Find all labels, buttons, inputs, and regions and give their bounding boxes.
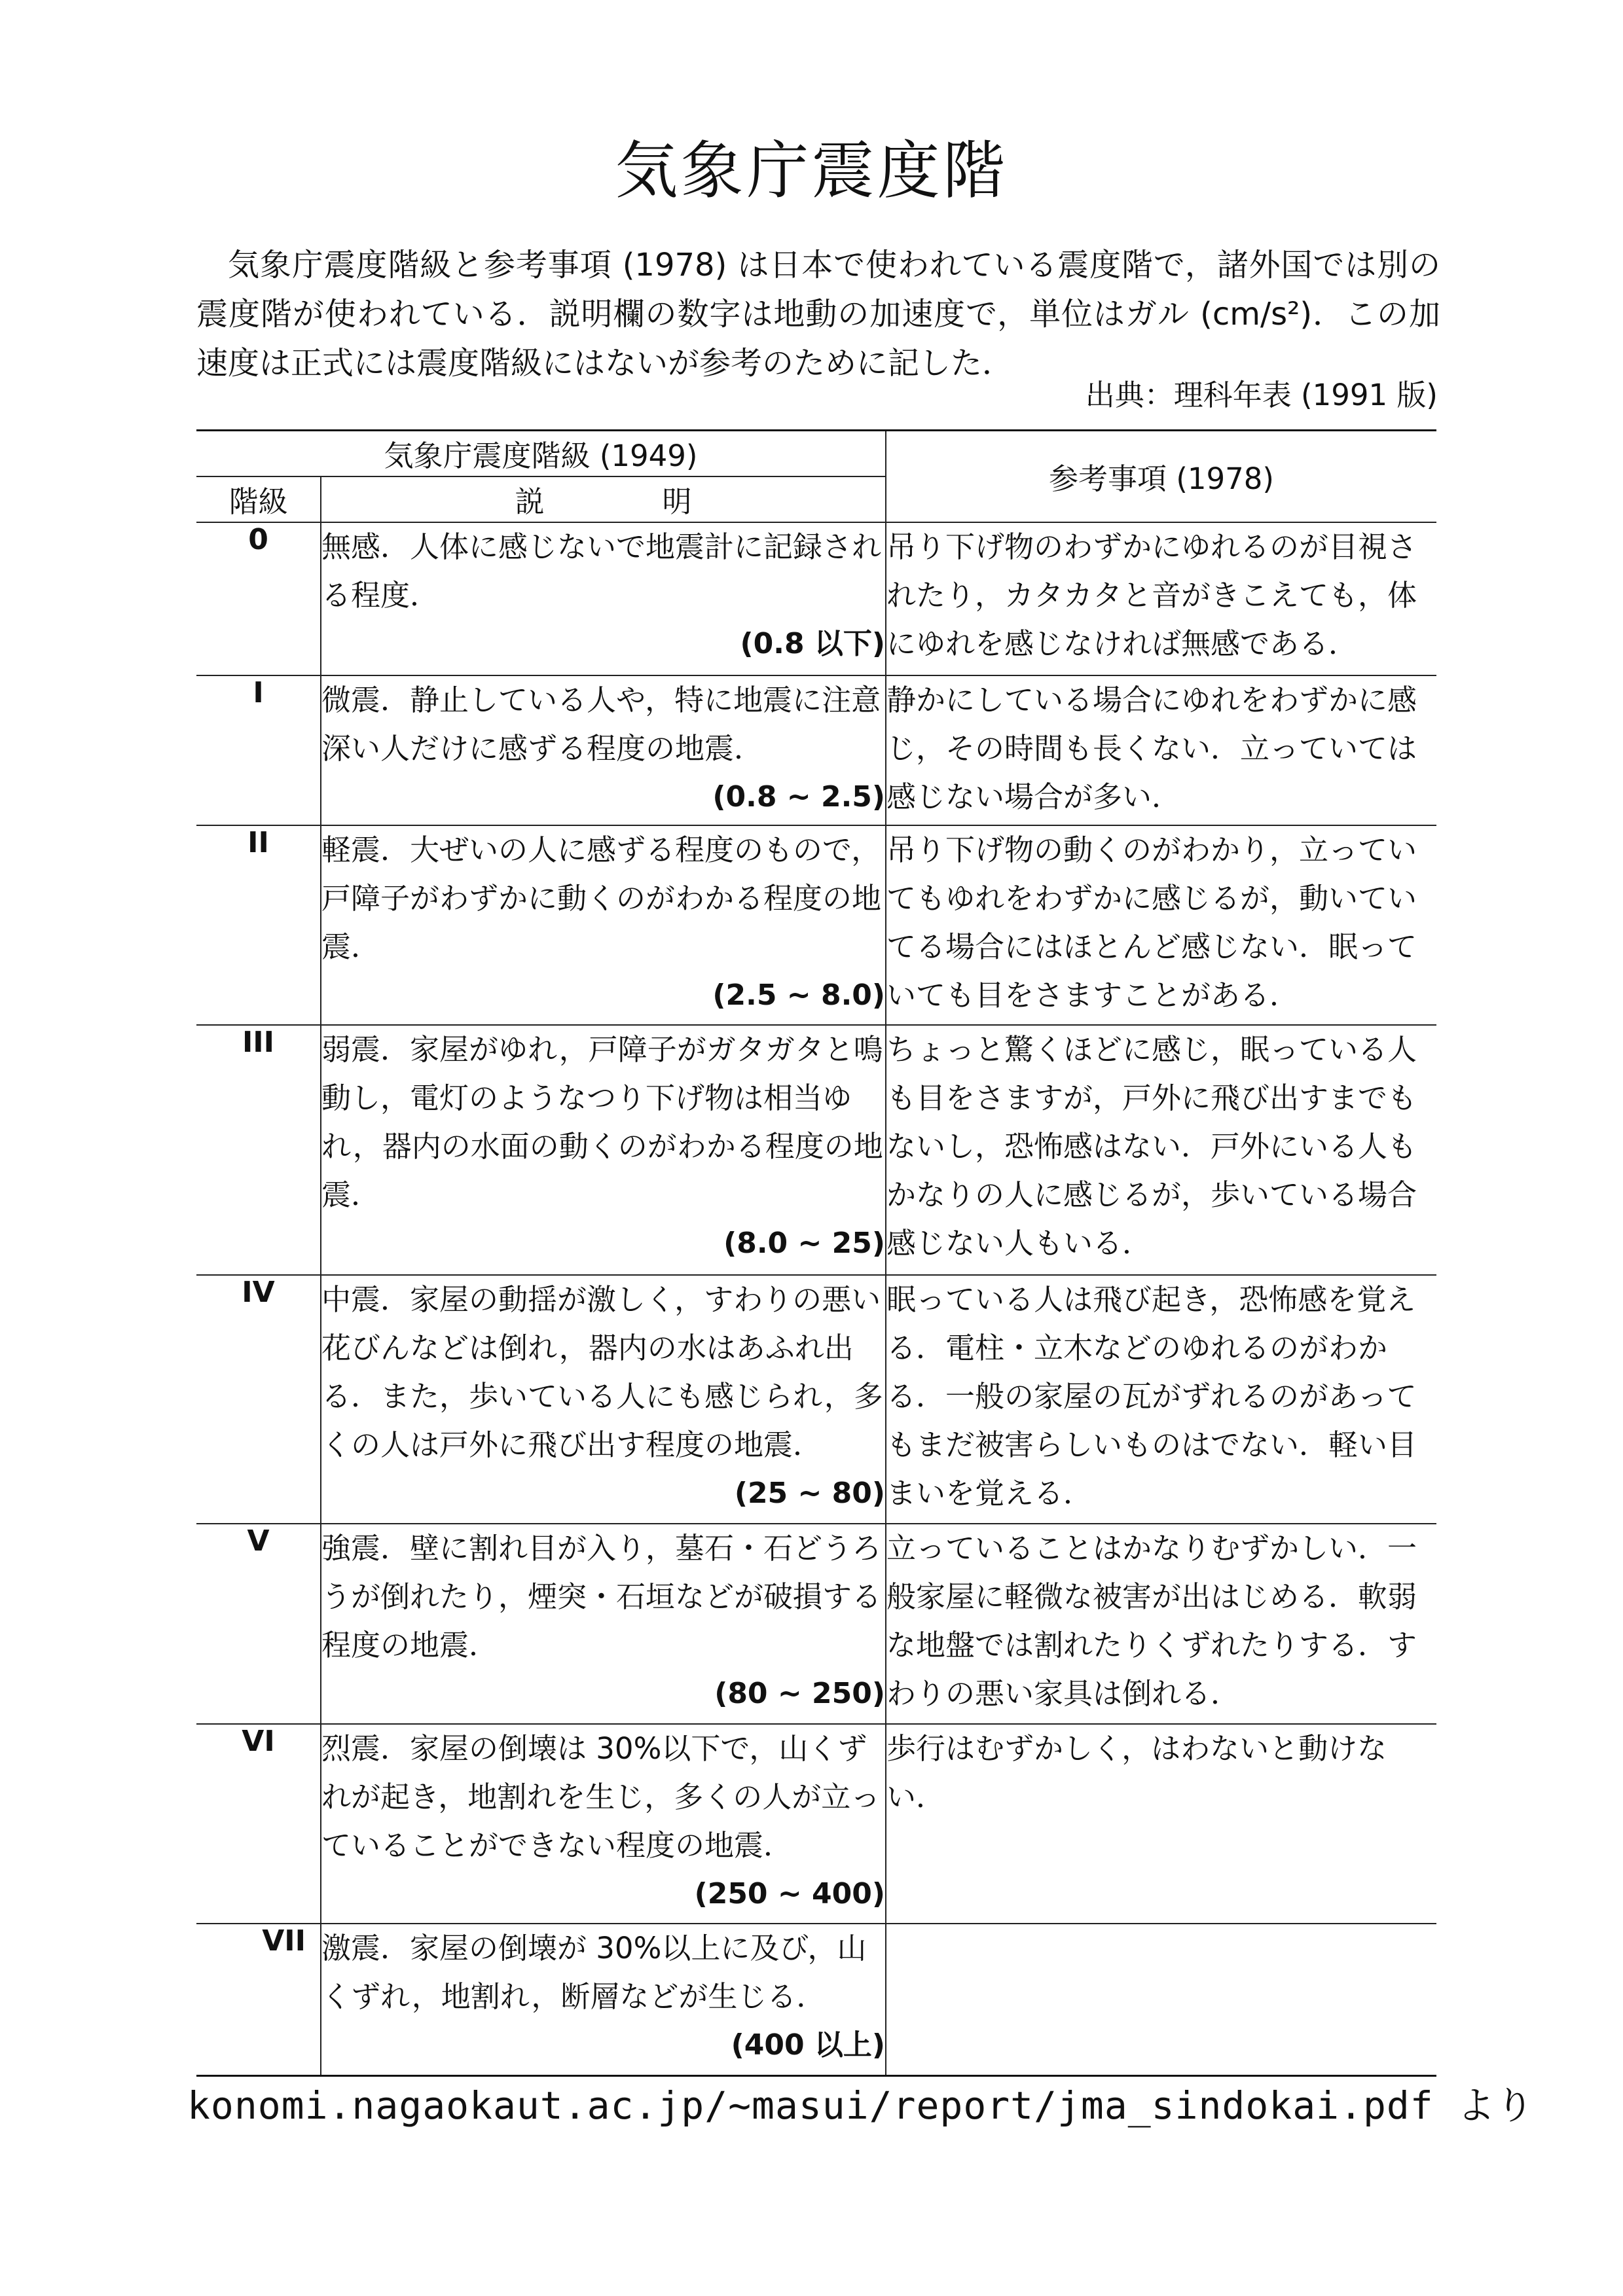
- description-text: 中震．家屋の動揺が激しく，すわりの悪い花びんなどは倒れ，器内の水はあふれ出る．また，歩いている人にも感じられ，多くの人は戸外に飛び出す程度の地震．: [321, 1282, 883, 1462]
- page-title: 気象庁震度階: [615, 134, 1008, 207]
- acceleration-range: (0.8 ~ 2.5): [712, 780, 886, 814]
- table-row: [196, 522, 1436, 675]
- description-cell: [321, 1724, 886, 1924]
- acceleration-range: (8.0 ~ 25): [723, 1226, 886, 1260]
- description-cell: [321, 522, 886, 675]
- reference-text: 眠っている人は飛び起き，恐怖感を覚える．電柱・立木などのゆれるのがわかる．一般の家屋の瓦がずれるのがあってもまだ被害らしいものはでない．軽い目まいを覚える．: [886, 1282, 1417, 1511]
- acceleration-range: (0.8 以下): [740, 626, 886, 660]
- acceleration-range: (80 ~ 250): [714, 1676, 886, 1710]
- description-text: 激震．家屋の倒壊が 30%以上に及び，山くずれ，地割れ，断層などが生じる．: [321, 1930, 867, 2014]
- reference-cell: [886, 1524, 1436, 1724]
- table-row: [196, 1025, 1436, 1275]
- ref-header: 参考事項 (1978): [886, 431, 1436, 522]
- level-cell: III: [196, 1025, 321, 1275]
- explain-header: 説明: [321, 476, 886, 522]
- reference-text: 吊り下げ物のわずかにゆれるのが目視されたり，カタカタと音がきこえても，体にゆれを感じなければ無感である．: [886, 529, 1417, 661]
- seismic-intensity-table: [196, 429, 1436, 2077]
- table-row: [196, 1724, 1436, 1924]
- description-text: 弱震．家屋がゆれ，戸障子がガタガタと鳴動し，電灯のようなつり下げ物は相当ゆれ，器内の水面の動くのがわかる程度の地震．: [321, 1031, 883, 1212]
- acceleration-range: (250 ~ 400): [694, 1876, 886, 1910]
- description-text: 無感．人体に感じないで地震計に記録される程度．: [321, 529, 882, 613]
- table-row: [196, 1524, 1436, 1724]
- table-header-row: [196, 431, 1436, 476]
- description-cell: [321, 1025, 886, 1275]
- reference-text: ちょっと驚くほどに感じ，眠っている人も目をさますが，戸外に飛び出すまでもないし，恐怖感はない．戸外にいる人もかなりの人に感じるが，歩いている場合感じない人もいる．: [886, 1031, 1417, 1261]
- description-cell: [321, 1924, 886, 2076]
- table-row: [196, 1924, 1436, 2076]
- reference-text: 静かにしている場合にゆれをわずかに感じ，その時間も長くない．立っていては感じない場合が多い．: [886, 682, 1417, 814]
- table-row: [196, 825, 1436, 1025]
- description-cell: [321, 1524, 886, 1724]
- description-text: 烈震．家屋の倒壊は 30%以下で，山くずれが起き，地割れを生じ，多くの人が立っていることができない程度の地震．: [321, 1731, 881, 1863]
- reference-text: 歩行はむずかしく，はわないと動けない．: [886, 1731, 1387, 1814]
- reference-text: 吊り下げ物の動くのがわかり，立っていてもゆれをわずかに感じるが，動いていてる場合にはほとんど感じない．眠っていても目をさますことがある．: [886, 832, 1417, 1013]
- intro-text: 気象庁震度階級と参考事項 (1978) は日本で使われている震度階で，諸外国では別の震度階が使われている．説明欄の数字は地動の加速度で，単位はガル (cm/s²)．この加速度は正式には震度階級にはないが参考のために記した．: [196, 247, 1440, 382]
- description-cell: [321, 1275, 886, 1524]
- table-row: [196, 1275, 1436, 1524]
- reference-cell: [886, 1924, 1436, 2076]
- table-row: [196, 675, 1436, 825]
- level-cell: I: [196, 675, 321, 825]
- reference-cell: [886, 825, 1436, 1025]
- description-text: 微震．静止している人や，特に地震に注意深い人だけに感ずる程度の地震．: [321, 682, 881, 766]
- reference-text: 立っていることはかなりむずかしい．一般家屋に軽微な被害が出はじめる．軟弱な地盤では割れたりくずれたりする．すわりの悪い家具は倒れる．: [886, 1530, 1417, 1711]
- group-header: 気象庁震度階級 (1949): [196, 431, 886, 476]
- level-cell: II: [196, 825, 321, 1025]
- acceleration-range: (2.5 ~ 8.0): [712, 978, 886, 1012]
- level-cell: IV: [196, 1275, 321, 1524]
- reference-cell: [886, 1275, 1436, 1524]
- reference-cell: [886, 1724, 1436, 1924]
- level-cell: VII: [196, 1924, 321, 2076]
- level-cell: V: [196, 1524, 321, 1724]
- level-cell: VI: [196, 1724, 321, 1924]
- reference-cell: [886, 675, 1436, 825]
- description-cell: [321, 825, 886, 1025]
- source-url: konomi.nagaokaut.ac.jp/~masui/report/jma_sindokai.pdf より: [187, 2083, 1535, 2128]
- description-cell: [321, 675, 886, 825]
- reference-cell: [886, 1025, 1436, 1275]
- level-cell: 0: [196, 522, 321, 675]
- intro-paragraph: [196, 241, 1440, 388]
- description-text: 軽震．大ぜいの人に感ずる程度のもので，戸障子がわずかに動くのがわかる程度の地震．: [321, 832, 882, 964]
- description-text: 強震．壁に割れ目が入り，墓石・石どうろうが倒れたり，煙突・石垣などが破損する程度の地震．: [321, 1530, 882, 1662]
- acceleration-range: (400 以上): [731, 2028, 886, 2062]
- reference-cell: [886, 522, 1436, 675]
- level-header: 階級: [196, 476, 321, 522]
- source-citation: 出典：理科年表 (1991 版): [1085, 378, 1438, 412]
- acceleration-range: (25 ~ 80): [734, 1476, 886, 1510]
